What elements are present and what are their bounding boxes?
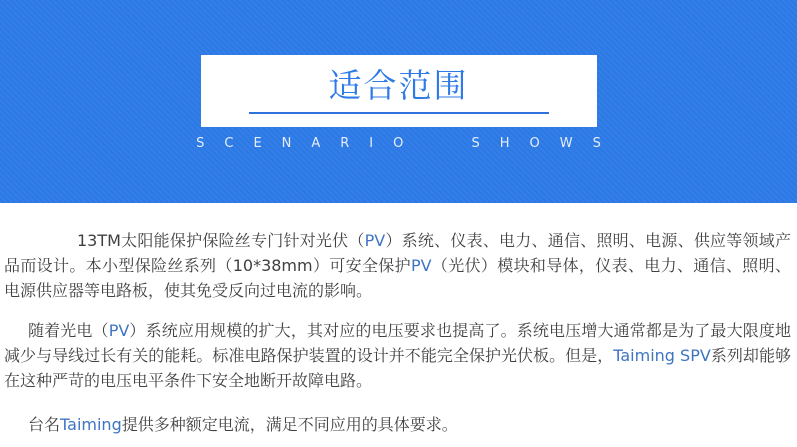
text-segment: 随着光电（ <box>28 321 109 340</box>
section-title: 适合范围 <box>328 65 469 105</box>
text-segment: ）系统、仪表、电力、通信、照明、电源、供应等领域产品而设计。本小型保险丝系列（10*38mm）可安全保护 <box>4 231 791 275</box>
title-underline <box>249 112 549 114</box>
section-subtitle-en: SCENARIO SHOWS <box>196 136 621 151</box>
text-segment: （光伏）模块和导体，仪表、电力、通信、照明、电源供应器等电路板，使其免受反向过电流的影响。 <box>4 256 791 300</box>
paragraph-3 <box>4 412 791 437</box>
text-segment: 提供多种额定电流，满足不同应用的具体要求。 <box>121 415 458 434</box>
text-segment: 13TM太阳能保护保险丝专门针对光伏（ <box>77 231 365 250</box>
paragraph-2 <box>4 318 791 393</box>
banner-section <box>0 0 797 203</box>
title-card <box>201 55 597 127</box>
pv-highlight: PV <box>410 256 432 275</box>
text-segment: 台名 <box>28 415 61 434</box>
brand-highlight: Taiming SPV <box>613 346 711 365</box>
brand-highlight: Taiming <box>60 415 122 434</box>
paragraph-1 <box>4 228 791 303</box>
pv-highlight: PV <box>108 321 130 340</box>
text-segment: ）系统应用规模的扩大，其对应的电压要求也提高了。系统电压增大通常都是为了最大限度地减少与导线过长有关的能耗。标准电路保护装置的设计并不能完全保护光伏板。但是， <box>4 321 791 365</box>
text-segment: 系列却能够在这种严苛的电压电平条件下安全地断开故障电路。 <box>4 346 791 390</box>
description-section <box>0 203 797 437</box>
pv-highlight: PV <box>364 231 386 250</box>
